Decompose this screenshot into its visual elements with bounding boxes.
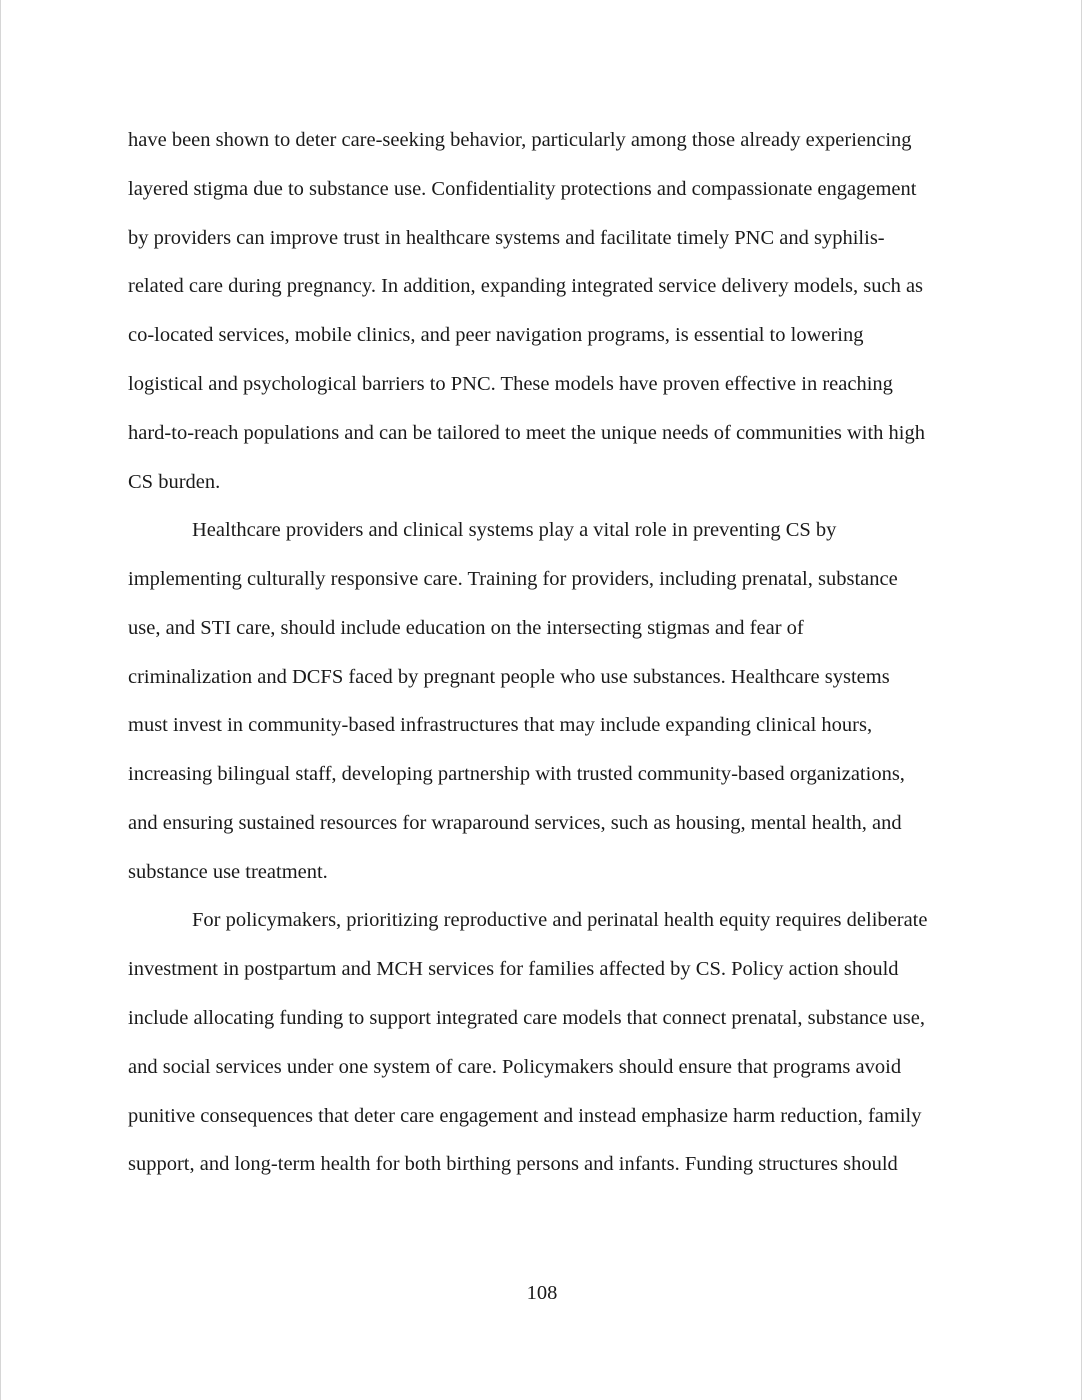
text-line: layered stigma due to substance use. Confidentiality protections and compassionate engagement [128,178,917,200]
text-line: implementing culturally responsive care. Training for providers, including prenatal, substance [128,568,898,590]
text-line: by providers can improve trust in healthcare systems and facilitate timely PNC and syphilis- [128,227,885,249]
text-line: include allocating funding to support integrated care models that connect prenatal, substance use, [128,1007,925,1029]
text-line: hard-to-reach populations and can be tailored to meet the unique needs of communities with high [128,422,925,444]
text-line: substance use treatment. [128,861,328,883]
text-line: punitive consequences that deter care engagement and instead emphasize harm reduction, family [128,1105,922,1127]
paragraph-first-line: Healthcare providers and clinical systems play a vital role in preventing CS by [192,519,837,541]
text-line: related care during pregnancy. In addition, expanding integrated service delivery models, such as [128,275,924,297]
text-line: criminalization and DCFS faced by pregnant people who use substances. Healthcare systems [128,666,890,688]
text-line: and social services under one system of care. Policymakers should ensure that programs avoid [128,1056,902,1078]
paragraph-first-line: For policymakers, prioritizing reproductive and perinatal health equity requires deliberate [192,909,928,931]
page-number: 108 [526,1282,558,1304]
text-line: increasing bilingual staff, developing partnership with trusted community-based organizations, [128,763,905,785]
text-line: logistical and psychological barriers to PNC. These models have proven effective in reaching [128,373,893,395]
text-line: have been shown to deter care-seeking behavior, particularly among those already experiencing [128,129,912,151]
text-line: use, and STI care, should include education on the intersecting stigmas and fear of [128,617,804,639]
text-line: investment in postpartum and MCH services for families affected by CS. Policy action should [128,958,899,980]
text-line: co-located services, mobile clinics, and peer navigation programs, is essential to lowering [128,324,864,346]
text-line: support, and long-term health for both birthing persons and infants. Funding structures should [128,1153,898,1175]
text-line: CS burden. [128,471,221,493]
text-line: and ensuring sustained resources for wraparound services, such as housing, mental health, and [128,812,902,834]
text-line: must invest in community-based infrastructures that may include expanding clinical hours, [128,714,873,736]
